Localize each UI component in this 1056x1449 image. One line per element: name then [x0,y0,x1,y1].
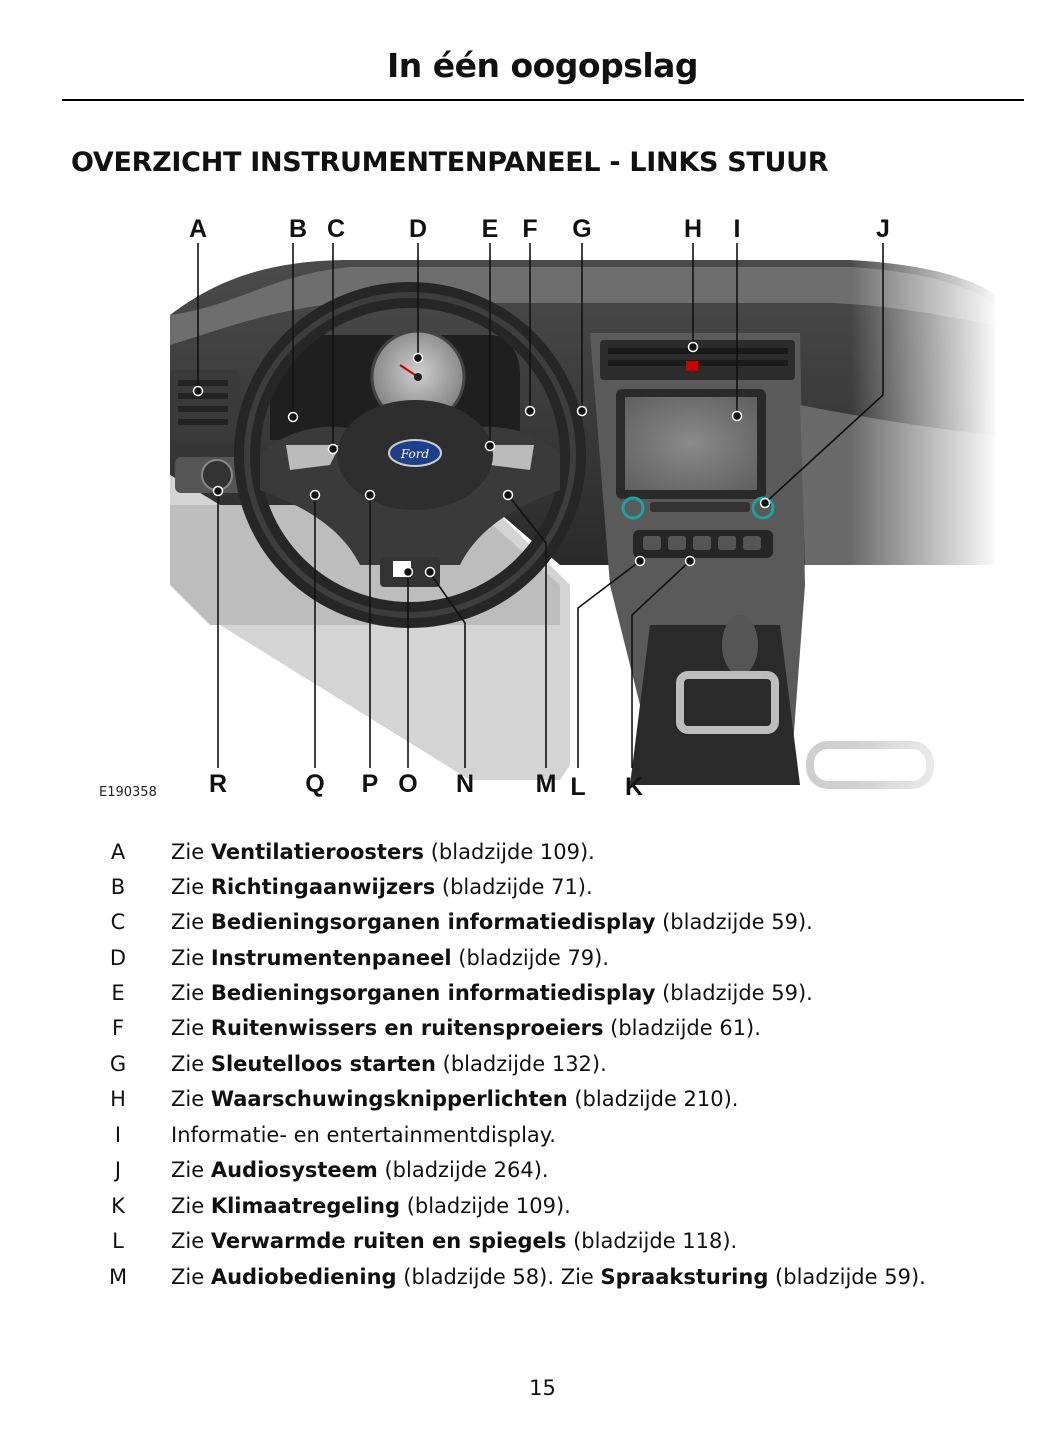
callout-label-n: N [455,770,475,798]
callout-label-e: E [481,215,499,243]
legend-reference: Ventilatieroosters [210,840,425,864]
legend-prefix: Zie [171,946,211,970]
legend-prefix: Zie [171,1158,211,1182]
legend-prefix: Zie [171,1016,211,1040]
legend-letter: E [111,981,125,1005]
page-number: 15 [529,1376,556,1400]
callout-label-c: C [326,215,346,243]
legend-letter: C [110,910,126,934]
callout-label-i: I [733,215,741,243]
callout-label-q: Q [305,770,325,798]
legend-letter: A [110,840,126,864]
legend-suffix: (bladzijde 61). [603,1016,761,1040]
header-divider [62,99,1024,101]
callout-label-f: F [522,215,538,243]
legend-suffix: (bladzijde 71). [435,875,593,899]
callout-label-b: B [288,215,308,243]
callout-label-a: A [188,215,208,243]
legend-reference: Audiosysteem [210,1158,378,1182]
callout-label-j: J [876,215,890,243]
legend-reference: Waarschuwingsknipperlichten [210,1087,568,1111]
legend-suffix: (bladzijde 79). [451,946,610,970]
legend-suffix: (bladzijde 118). [566,1229,738,1253]
legend-suffix: (bladzijde 210). [567,1087,739,1111]
legend-letter: L [112,1229,124,1253]
legend-reference: Verwarmde ruiten en spiegels [210,1229,567,1253]
ford-logo-text: Ford [400,447,430,461]
legend-reference: Ruitenwissers en ruitensproeiers [210,1016,604,1040]
legend-letter: K [111,1194,125,1218]
legend-prefix: Zie [171,840,211,864]
legend-prefix: Zie [171,910,211,934]
legend-letter: B [110,875,126,899]
legend-prefix: Zie [171,1087,211,1111]
legend-letter: D [109,946,127,970]
legend-prefix: Informatie- en entertainmentdisplay. [171,1123,556,1147]
legend-letter: I [114,1123,122,1147]
callout-label-o: O [398,770,418,798]
legend-reference: Richtingaanwijzers [210,875,436,899]
callout-label-g: G [572,215,592,243]
legend-prefix: Zie [171,981,211,1005]
callout-label-r: R [208,770,228,798]
legend-suffix: (bladzijde 132). [435,1052,607,1076]
legend-reference: Sleutelloos starten [210,1052,436,1076]
figure-code: E190358 [99,785,157,800]
legend-reference: Instrumentenpaneel [210,946,452,970]
legend-prefix: Zie [171,1229,211,1253]
legend-prefix: Zie [171,1194,211,1218]
legend-letter: F [111,1016,125,1040]
legend-suffix: (bladzijde 59). [655,910,813,934]
legend-suffix: (bladzijde 58). Zie [396,1265,601,1289]
callout-label-k: K [624,773,644,801]
callout-label-p: P [361,770,379,798]
legend-letter: G [109,1052,127,1076]
callout-label-h: H [683,215,703,243]
legend-suffix: (bladzijde 264). [377,1158,549,1182]
callout-label-d: D [408,215,428,243]
legend-suffix-secondary: (bladzijde 59). [768,1265,926,1289]
legend-reference: Bedieningsorganen informatiedisplay [210,910,656,934]
dashboard-illustration [90,205,1000,805]
legend-reference: Klimaatregeling [210,1194,401,1218]
legend-letter: H [110,1087,126,1111]
legend-prefix: Zie [171,875,211,899]
legend-suffix: (bladzijde 109). [400,1194,571,1218]
legend-reference: Audiobediening [210,1265,397,1289]
page-title: In één oogopslag [386,46,699,85]
legend-letter: J [114,1158,122,1182]
callout-label-m: M [535,770,557,798]
callout-label-l: L [570,773,586,801]
legend-reference: Bedieningsorganen informatiedisplay [210,981,656,1005]
legend-letter: M [108,1265,128,1289]
legend-prefix: Zie [171,1052,211,1076]
section-title: OVERZICHT INSTRUMENTENPANEEL - LINKS STUUR [71,147,829,178]
legend-reference-secondary: Spraaksturing [600,1265,769,1289]
legend-suffix: (bladzijde 109). [424,840,595,864]
legend-suffix: (bladzijde 59). [655,981,813,1005]
legend-prefix: Zie [171,1265,211,1289]
